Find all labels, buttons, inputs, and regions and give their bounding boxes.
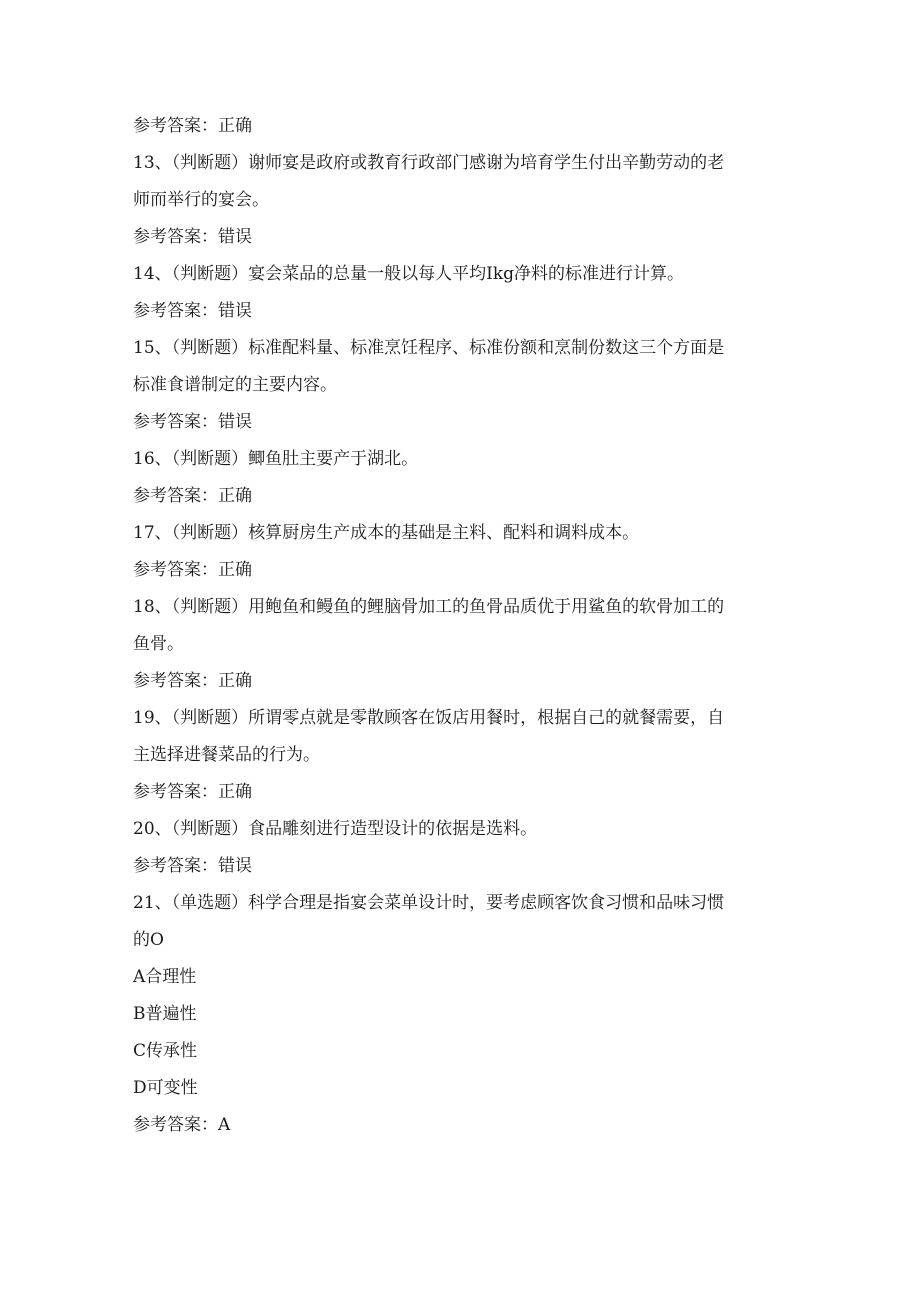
answer-16: 参考答案：正确 <box>133 486 252 506</box>
question-13-line-2: 师而举行的宴会。 <box>133 190 269 210</box>
question-15-line-2: 标准食谱制定的主要内容。 <box>133 375 337 395</box>
answer-15: 参考答案：错误 <box>133 412 252 432</box>
question-18-line-2: 鱼骨。 <box>133 634 184 654</box>
question-13-line-1: 13、（判断题）谢师宴是政府或教育行政部门感谢为培育学生付出辛勤劳动的老 <box>133 153 725 173</box>
question-17: 17、（判断题）核算厨房生产成本的基础是主料、配料和调料成本。 <box>133 523 640 543</box>
question-19-line-1: 19、（判断题）所谓零点就是零散顾客在饭店用餐时，根据自己的就餐需要，自 <box>133 708 725 728</box>
question-15-line-1: 15、（判断题）标准配料量、标准烹饪程序、标准份额和烹制份数这三个方面是 <box>133 338 725 358</box>
answer-19: 参考答案：正确 <box>133 782 252 802</box>
answer-line: 参考答案：正确 <box>133 116 252 136</box>
answer-13: 参考答案：错误 <box>133 227 252 247</box>
question-21-line-2: 的O <box>133 930 164 950</box>
option-b: B普遍性 <box>133 1004 197 1024</box>
option-a: A合理性 <box>133 967 197 987</box>
question-16: 16、（判断题）鲫鱼肚主要产于湖北。 <box>133 449 419 469</box>
question-21-line-1: 21、（单选题）科学合理是指宴会菜单设计时，要考虑顾客饮食习惯和品味习惯 <box>133 893 725 913</box>
option-d: D可变性 <box>133 1078 198 1098</box>
answer-18: 参考答案：正确 <box>133 671 252 691</box>
option-c: C传承性 <box>133 1041 198 1061</box>
question-19-line-2: 主选择进餐菜品的行为。 <box>133 745 320 765</box>
answer-17: 参考答案：正确 <box>133 560 252 580</box>
answer-20: 参考答案：错误 <box>133 856 252 876</box>
question-14: 14、（判断题）宴会菜品的总量一般以每人平均Ikg净料的标准进行计算。 <box>133 264 685 284</box>
answer-21: 参考答案：A <box>133 1115 231 1135</box>
question-20: 20、（判断题）食品雕刻进行造型设计的依据是选料。 <box>133 819 538 839</box>
question-18-line-1: 18、（判断题）用鲍鱼和鳗鱼的鲤脑骨加工的鱼骨品质优于用鲨鱼的软骨加工的 <box>133 597 725 617</box>
answer-14: 参考答案：错误 <box>133 301 252 321</box>
document-page <box>133 108 793 1144</box>
